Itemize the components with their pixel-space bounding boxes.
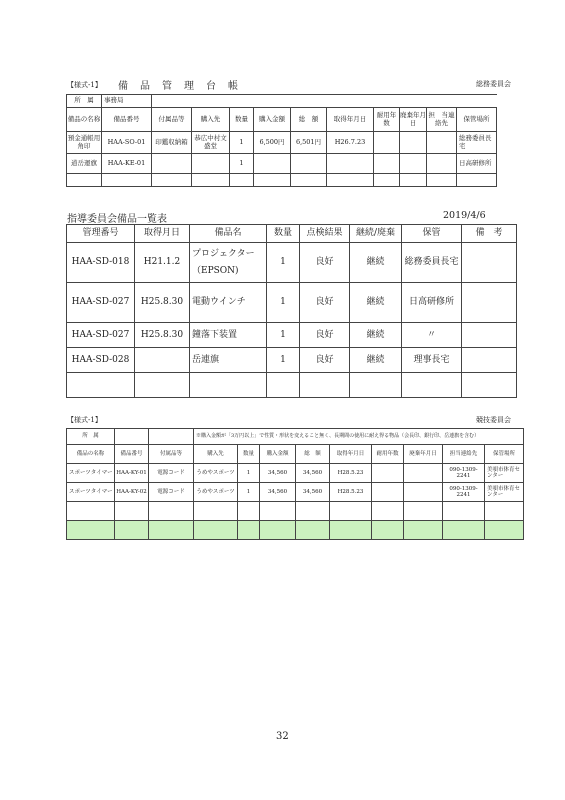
cell: 継続	[350, 323, 402, 348]
cell: 日高研修所	[457, 154, 497, 174]
cell	[291, 154, 327, 174]
col-header: 取得年月日	[330, 445, 372, 464]
col-header: 備品の名称	[67, 108, 102, 132]
col-header: 付属品等	[149, 445, 194, 464]
cell: HAA-KY-02	[115, 483, 149, 502]
col-header: 備品番号	[102, 108, 152, 132]
table-row	[67, 373, 517, 398]
col-header: 購入金額	[254, 108, 291, 132]
cell	[372, 464, 404, 483]
purchase-note: ※購入金額が「3万円以上」で性質・形状を変えること無く、長期間の使用に耐え得る物品（会長印、銀行印、岳連旗を含む）	[194, 429, 524, 445]
cell: HAA-SD-027	[67, 323, 135, 348]
cell: 電動ウインチ	[190, 283, 267, 323]
cell: 総務委員長宅	[402, 243, 462, 283]
cell	[462, 348, 517, 373]
col-header: 保管	[402, 225, 462, 243]
cell: 1	[267, 348, 300, 373]
cell	[192, 154, 230, 174]
cell: 1	[230, 132, 254, 154]
competition-equipment-table	[66, 428, 524, 540]
cell	[135, 348, 190, 373]
cell: 鐘落下装置	[190, 323, 267, 348]
cell: H25.8.30	[135, 323, 190, 348]
guidance-equipment-table	[66, 224, 517, 398]
table-header-row	[67, 225, 517, 243]
col-header: 廃棄年月日	[400, 108, 427, 132]
col-header: 総 額	[291, 108, 327, 132]
col-header: 担 当連絡先	[427, 108, 457, 132]
cell	[404, 464, 443, 483]
cell	[372, 483, 404, 502]
table-row	[67, 283, 517, 323]
cell: 34,560	[260, 483, 296, 502]
cell	[427, 132, 457, 154]
table-row	[67, 323, 517, 348]
cell: 34,560	[260, 464, 296, 483]
blank-header	[152, 95, 497, 108]
table-row	[67, 464, 524, 483]
cell: HAA-SD-028	[67, 348, 135, 373]
col-header: 総 額	[296, 445, 330, 464]
affiliation-label: 所 属	[67, 429, 115, 445]
col-header: 購入先	[192, 108, 230, 132]
col-header: 数量	[267, 225, 300, 243]
cell: 良好	[300, 283, 350, 323]
table-row	[67, 483, 524, 502]
committee-label-1: 総務委員会	[476, 80, 511, 88]
cell: 1	[238, 464, 260, 483]
cell: H21.1.2	[135, 243, 190, 283]
cell	[462, 243, 517, 283]
col-header: 耐用年数	[372, 445, 404, 464]
cell: 岳連旗	[190, 348, 267, 373]
cell: 電源コード	[149, 483, 194, 502]
cell	[374, 132, 400, 154]
cell: うめやスポーツ	[194, 464, 238, 483]
cell: 090-1309-2241	[443, 464, 485, 483]
col-header: 備 考	[462, 225, 517, 243]
cell: プロジェクター（EPSON)	[190, 243, 267, 283]
form-tag-1: 【様式-1】	[67, 81, 102, 89]
cell: 良好	[300, 323, 350, 348]
cell: 預金通帳用角印	[67, 132, 102, 154]
col-header: 保管場所	[485, 445, 524, 464]
cell: 日高研修所	[402, 283, 462, 323]
cell: 電源コード	[149, 464, 194, 483]
col-header: 保管場所	[457, 108, 497, 132]
cell: スポーツタイマー	[67, 483, 115, 502]
col-header: 数量	[230, 108, 254, 132]
col-header: 備品番号	[115, 445, 149, 464]
cell: H26.7.23	[327, 132, 374, 154]
cell	[400, 132, 427, 154]
cell: HAA-SD-018	[67, 243, 135, 283]
form-tag-3: 【様式-1】	[67, 416, 102, 424]
cell: 継続	[350, 348, 402, 373]
ledger-title: 備 品 管 理 台 帳	[118, 81, 239, 92]
cell: HAA-KE-01	[102, 154, 152, 174]
cell: 6,501円	[291, 132, 327, 154]
col-header: 継続/廃棄	[350, 225, 402, 243]
cell: 1	[230, 154, 254, 174]
cell	[462, 323, 517, 348]
col-header: 購入先	[194, 445, 238, 464]
cell: 印鑑収納箱	[152, 132, 192, 154]
cell: H28.5.23	[330, 464, 372, 483]
cell: H28.5.23	[330, 483, 372, 502]
cell: 恭広中村文盛堂	[192, 132, 230, 154]
guidance-committee-title: 指導委員会備品一覧表	[67, 214, 167, 225]
col-header: 担当連絡先	[443, 445, 485, 464]
cell: 継続	[350, 243, 402, 283]
cell	[400, 154, 427, 174]
committee-label-3: 競技委員会	[476, 416, 511, 424]
col-header: 備品の名称	[67, 445, 115, 464]
col-header: 耐用年数	[374, 108, 400, 132]
cell: 継続	[350, 283, 402, 323]
table-header-row	[67, 108, 497, 132]
cell: 〃	[402, 323, 462, 348]
table-row	[67, 243, 517, 283]
cell	[152, 154, 192, 174]
cell	[327, 154, 374, 174]
cell: 090-1309-2241	[443, 483, 485, 502]
cell: 理事長宅	[402, 348, 462, 373]
table-row	[67, 348, 517, 373]
table-row	[67, 174, 497, 187]
equipment-ledger-table	[66, 94, 497, 187]
table-row	[67, 154, 497, 174]
cell: 1	[267, 243, 300, 283]
col-header: 付属品等	[152, 108, 192, 132]
table-row	[67, 521, 524, 540]
cell: HAA-SO-01	[102, 132, 152, 154]
table-row	[67, 132, 497, 154]
col-header: 取得月日	[135, 225, 190, 243]
cell: 1	[238, 483, 260, 502]
cell: H25.8.30	[135, 283, 190, 323]
cell: 美唄市体育センター	[485, 464, 524, 483]
cell: スポーツタイマー	[67, 464, 115, 483]
col-header: 点検結果	[300, 225, 350, 243]
cell: 道岳運旗	[67, 154, 102, 174]
affiliation-value: 事務局	[102, 95, 152, 108]
cell	[462, 283, 517, 323]
col-header: 廃棄年月日	[404, 445, 443, 464]
cell	[404, 483, 443, 502]
col-header: 購入金額	[260, 445, 296, 464]
cell: HAA-SD-027	[67, 283, 135, 323]
col-header: 取得年月日	[327, 108, 374, 132]
affiliation-label: 所 属	[67, 95, 102, 108]
cell	[254, 154, 291, 174]
cell	[374, 154, 400, 174]
cell: 総務委員長宅	[457, 132, 497, 154]
cell: 美唄市体育センター	[485, 483, 524, 502]
col-header: 管理番号	[67, 225, 135, 243]
page-number: 32	[276, 731, 289, 742]
col-header: 数量	[238, 445, 260, 464]
cell: 1	[267, 283, 300, 323]
cell: うめやスポーツ	[194, 483, 238, 502]
table-row	[67, 502, 524, 521]
cell: 良好	[300, 243, 350, 283]
table-header-row	[67, 445, 524, 464]
cell: 6,500円	[254, 132, 291, 154]
cell: HAA-KY-01	[115, 464, 149, 483]
cell: 良好	[300, 348, 350, 373]
cell: 34,560	[296, 464, 330, 483]
list-date: 2019/4/6	[443, 210, 486, 221]
cell	[427, 154, 457, 174]
cell: 1	[267, 323, 300, 348]
col-header: 備品名	[190, 225, 267, 243]
cell: 34,560	[296, 483, 330, 502]
